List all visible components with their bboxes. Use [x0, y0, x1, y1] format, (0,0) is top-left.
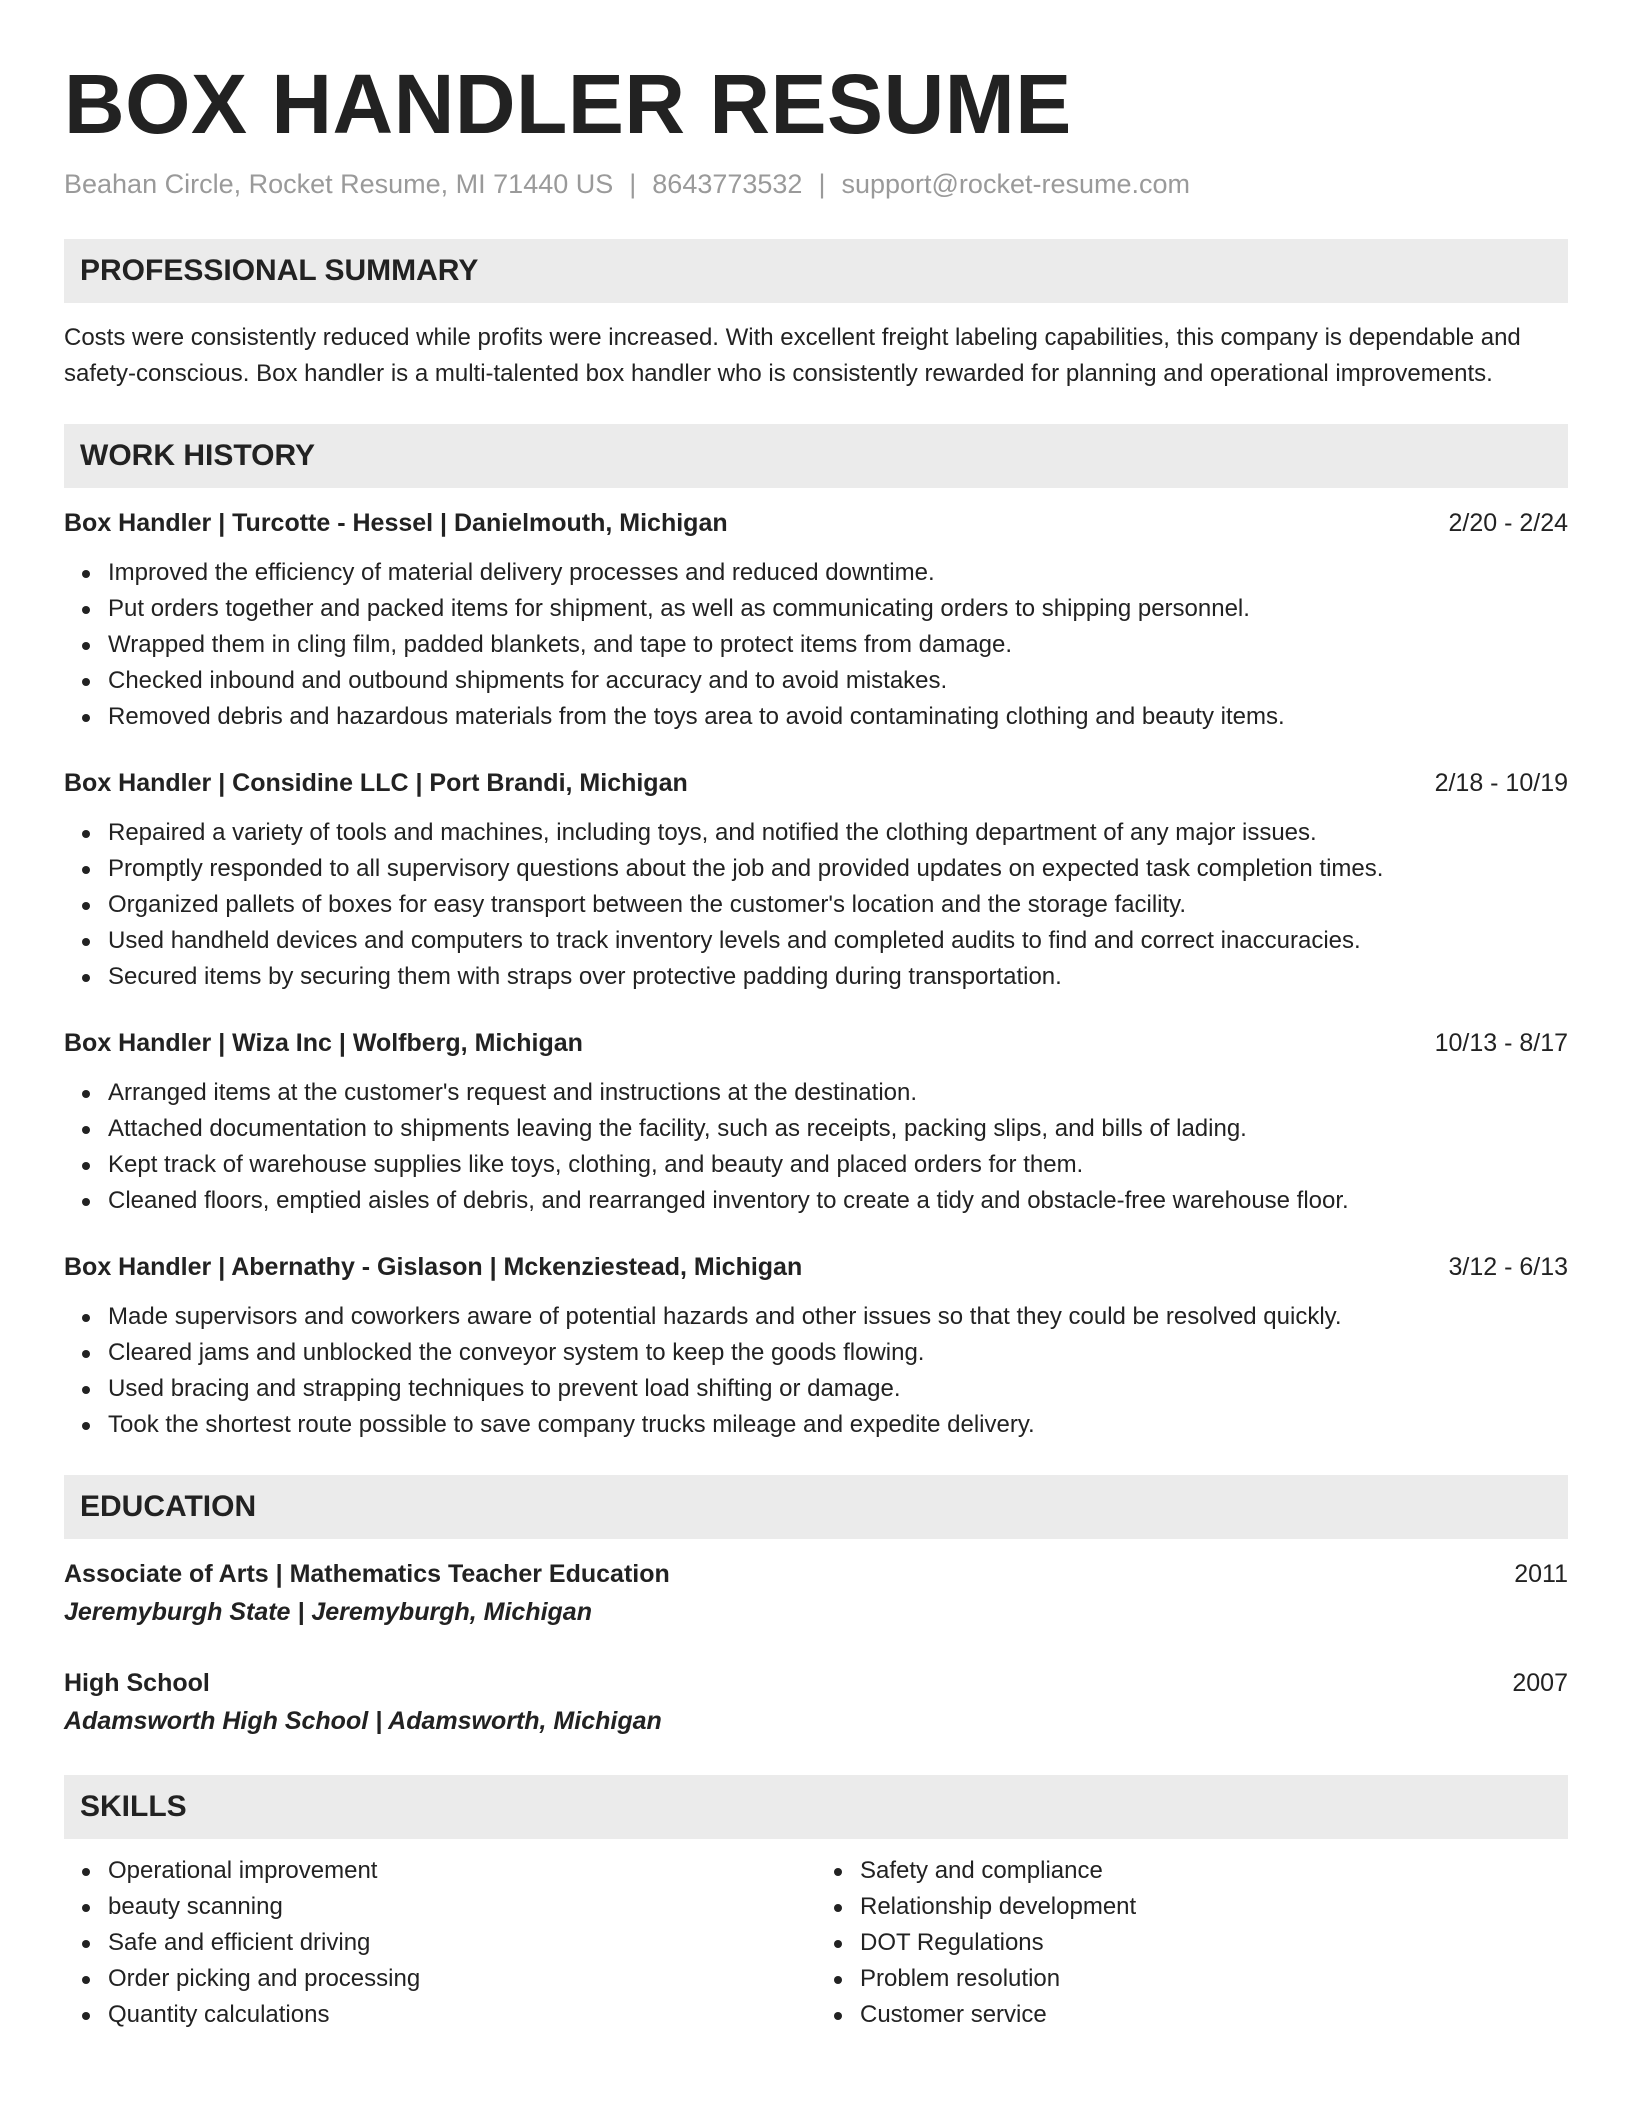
job-bullet: Promptly responded to all supervisory questions about the job and provided updates on expected task completion times.: [108, 851, 1568, 887]
education-entry: [64, 1665, 1568, 1741]
skill-item: Problem resolution: [860, 1961, 1568, 1997]
skills-list-right: [816, 1853, 1568, 2033]
job-bullet: Secured items by securing them with straps over protective padding during transportation.: [108, 959, 1568, 995]
job-bullet: Cleaned floors, emptied aisles of debris, and rearranged inventory to create a tidy and obstacle-free warehouse floor.: [108, 1183, 1568, 1219]
section-heading-summary: PROFESSIONAL SUMMARY: [64, 239, 1568, 303]
job-dates: 10/13 - 8/17: [1434, 1029, 1568, 1057]
job-bullets: [64, 1299, 1568, 1443]
education-header: [64, 1665, 1568, 1701]
job-entry: [64, 1025, 1568, 1219]
job-title: Box Handler | Abernathy - Gislason | Mckenziestead, Michigan: [64, 1253, 803, 1281]
contact-email: support@rocket-resume.com: [841, 169, 1190, 199]
skills-columns: [64, 1853, 1568, 2033]
job-bullet: Made supervisors and coworkers aware of potential hazards and other issues so that they could be resolved quickly.: [108, 1299, 1568, 1335]
job-bullets: [64, 555, 1568, 735]
section-heading-work-history: WORK HISTORY: [64, 424, 1568, 488]
skill-item: Safety and compliance: [860, 1853, 1568, 1889]
job-entry: [64, 765, 1568, 995]
section-heading-skills: SKILLS: [64, 1775, 1568, 1839]
job-header: [64, 1249, 1568, 1285]
job-bullet: Repaired a variety of tools and machines, including toys, and notified the clothing department of any major issues.: [108, 815, 1568, 851]
skill-item: DOT Regulations: [860, 1925, 1568, 1961]
summary-text: Costs were consistently reduced while profits were increased. With excellent freight labeling capabilities, this company is dependable and safety-conscious. Box handler is a multi-talented box handler who is consistently rewarded for planning and operational improvements.: [64, 324, 1521, 387]
education-entry: [64, 1556, 1568, 1632]
job-header: [64, 505, 1568, 541]
job-bullets: [64, 815, 1568, 995]
job-bullet: Cleared jams and unblocked the conveyor system to keep the goods flowing.: [108, 1335, 1568, 1371]
skill-item: Operational improvement: [108, 1853, 816, 1889]
skill-item: Safe and efficient driving: [108, 1925, 816, 1961]
job-dates: 2/20 - 2/24: [1448, 509, 1568, 537]
job-bullet: Used handheld devices and computers to track inventory levels and completed audits to find and correct inaccuracies.: [108, 923, 1568, 959]
skill-item: beauty scanning: [108, 1889, 816, 1925]
skill-item: Relationship development: [860, 1889, 1568, 1925]
contact-phone: 8643773532: [652, 169, 803, 199]
job-title: Box Handler | Wiza Inc | Wolfberg, Michigan: [64, 1029, 583, 1057]
job-bullet: Improved the efficiency of material delivery processes and reduced downtime.: [108, 555, 1568, 591]
job-bullets: [64, 1075, 1568, 1219]
contact-separator: |: [629, 169, 637, 199]
job-bullet: Used bracing and strapping techniques to prevent load shifting or damage.: [108, 1371, 1568, 1407]
education-year: 2011: [1514, 1560, 1568, 1588]
resume-title: BOX HANDLER RESUME: [64, 57, 1072, 151]
job-bullet: Checked inbound and outbound shipments for accuracy and to avoid mistakes.: [108, 663, 1568, 699]
job-bullet: Attached documentation to shipments leaving the facility, such as receipts, packing slips, and bills of lading.: [108, 1111, 1568, 1147]
contact-separator: |: [818, 169, 826, 199]
skill-item: Customer service: [860, 1997, 1568, 2033]
education-year: 2007: [1512, 1669, 1568, 1697]
job-bullet: Wrapped them in cling film, padded blankets, and tape to protect items from damage.: [108, 627, 1568, 663]
job-bullet: Put orders together and packed items for shipment, as well as communicating orders to shipping personnel.: [108, 591, 1568, 627]
section-heading-education: EDUCATION: [64, 1475, 1568, 1539]
job-header: [64, 1025, 1568, 1061]
job-bullet: Organized pallets of boxes for easy transport between the customer's location and the storage facility.: [108, 887, 1568, 923]
education-school: Adamsworth High School | Adamsworth, Michigan: [64, 1707, 662, 1735]
education-school: Jeremyburgh State | Jeremyburgh, Michigan: [64, 1598, 592, 1626]
job-bullet: Arranged items at the customer's request and instructions at the destination.: [108, 1075, 1568, 1111]
job-entry: [64, 505, 1568, 735]
education-header: [64, 1556, 1568, 1592]
job-bullet: Kept track of warehouse supplies like toys, clothing, and beauty and placed orders for them.: [108, 1147, 1568, 1183]
contact-line: [64, 166, 1568, 202]
education-degree: Associate of Arts | Mathematics Teacher Education: [64, 1560, 670, 1588]
job-bullet: Took the shortest route possible to save company trucks mileage and expedite delivery.: [108, 1407, 1568, 1443]
education-degree: High School: [64, 1669, 210, 1697]
job-dates: 3/12 - 6/13: [1448, 1253, 1568, 1281]
contact-address: Beahan Circle, Rocket Resume, MI 71440 US: [64, 169, 614, 199]
job-title: Box Handler | Turcotte - Hessel | Danielmouth, Michigan: [64, 509, 728, 537]
job-title: Box Handler | Considine LLC | Port Brandi, Michigan: [64, 769, 688, 797]
skill-item: Order picking and processing: [108, 1961, 816, 1997]
job-entry: [64, 1249, 1568, 1443]
skill-item: Quantity calculations: [108, 1997, 816, 2033]
job-header: [64, 765, 1568, 801]
job-dates: 2/18 - 10/19: [1434, 769, 1568, 797]
skills-list-left: [64, 1853, 816, 2033]
job-bullet: Removed debris and hazardous materials from the toys area to avoid contaminating clothing and beauty items.: [108, 699, 1568, 735]
